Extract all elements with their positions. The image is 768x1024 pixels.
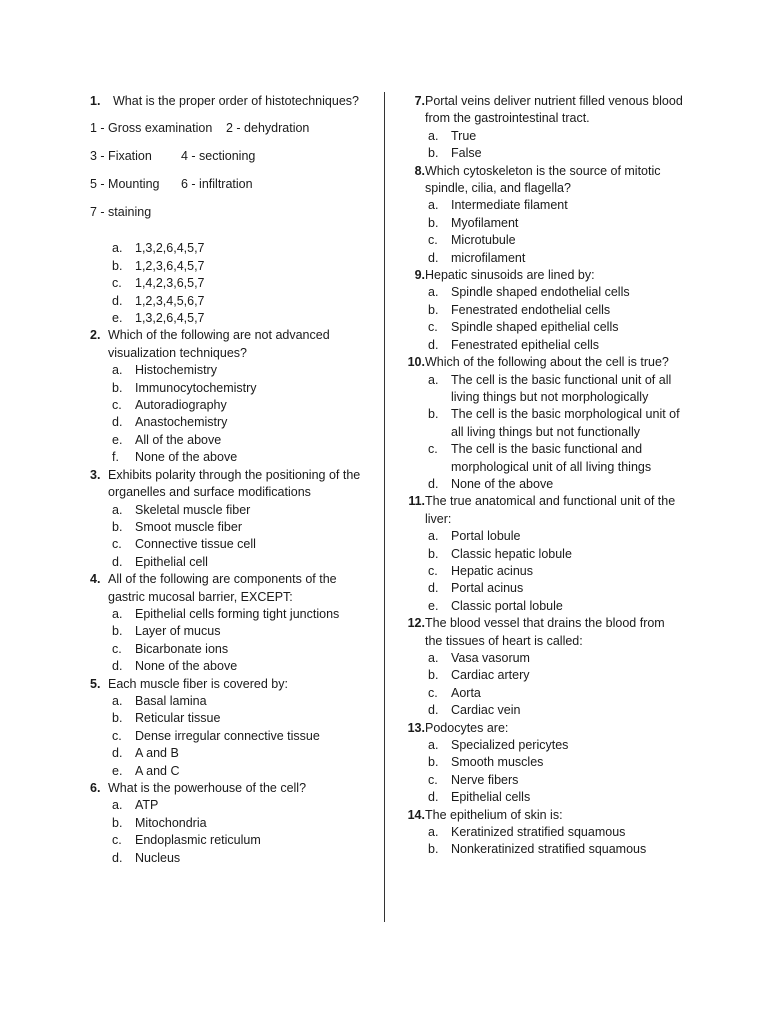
technique-item: 4 - sectioning	[181, 149, 256, 164]
question-13-head	[398, 720, 683, 737]
option[interactable]	[398, 284, 683, 301]
question-5-head	[90, 676, 370, 693]
question-7-head	[398, 93, 683, 128]
option-letter: d.	[428, 703, 439, 718]
option-text: Nucleus	[135, 850, 181, 865]
option[interactable]	[398, 232, 683, 249]
question-text: The epithelium of skin is:	[425, 807, 563, 822]
question-text: Which of the following about the cell is true?	[425, 355, 669, 370]
right-column	[398, 93, 683, 859]
option-text: False	[451, 146, 482, 161]
option-letter: a.	[428, 285, 439, 300]
question-12	[398, 615, 683, 719]
option-letter: a.	[428, 825, 439, 840]
option-text: Classic portal lobule	[451, 598, 563, 613]
option-letter: d.	[112, 415, 123, 430]
option-text: Portal lobule	[451, 529, 521, 544]
question-2	[90, 327, 370, 466]
option-text: Autoradiography	[135, 398, 227, 413]
option-text: ATP	[135, 798, 159, 813]
option-letter: b.	[428, 302, 439, 317]
option[interactable]	[90, 832, 370, 849]
option-text: Keratinized stratified squamous	[451, 825, 626, 840]
option[interactable]	[90, 623, 370, 640]
question-number: 7.	[414, 94, 425, 108]
question-8	[398, 163, 683, 267]
option-text: A and B	[135, 746, 179, 761]
question-text: Exhibits polarity through the positioning of the organelles and surface modifications	[108, 467, 361, 500]
question-text: Portal veins deliver nutrient filled venous blood from the gastrointestinal tract.	[425, 94, 683, 126]
option-letter: b.	[112, 815, 123, 830]
option-text: None of the above	[451, 476, 554, 491]
option-text: Mitochondria	[135, 815, 207, 830]
question-1	[90, 93, 370, 327]
technique-item: 5 - Mounting	[90, 177, 160, 192]
option-text: None of the above	[135, 450, 238, 465]
option-letter: a.	[428, 128, 439, 143]
option[interactable]	[90, 536, 370, 553]
left-column	[90, 93, 370, 867]
option-text: Immunocytochemistry	[135, 380, 257, 395]
question-8-head	[398, 163, 683, 198]
option-text: Bicarbonate ions	[135, 641, 229, 656]
option[interactable]	[90, 432, 370, 449]
option-text: Aorta	[451, 685, 481, 700]
question-9-head	[398, 267, 683, 284]
option[interactable]	[90, 710, 370, 727]
option[interactable]	[90, 310, 370, 327]
option[interactable]	[398, 406, 683, 441]
option-text: Smoot muscle fiber	[135, 519, 242, 534]
option[interactable]	[398, 772, 683, 789]
option-letter: c.	[428, 563, 438, 578]
technique-item: 6 - infiltration	[181, 177, 253, 192]
option[interactable]	[90, 240, 370, 257]
question-6	[90, 780, 370, 867]
option[interactable]	[398, 197, 683, 214]
option-letter: c.	[112, 728, 122, 743]
option[interactable]	[90, 745, 370, 762]
option-text: Reticular tissue	[135, 711, 221, 726]
option-text: The cell is the basic morphological unit of all living things but not functionally	[451, 407, 680, 439]
question-text: What is the proper order of histotechniques?	[113, 94, 359, 108]
technique-item: 2 - dehydration	[226, 121, 310, 136]
option-text: Nerve fibers	[451, 772, 519, 787]
option-text: Specialized pericytes	[451, 738, 569, 753]
option-text: Anastochemistry	[135, 415, 228, 430]
option-text: The cell is the basic functional and morphological unit of all living things	[451, 442, 652, 474]
option-letter: b.	[112, 519, 123, 534]
option-text: Smooth muscles	[451, 755, 544, 770]
option[interactable]	[90, 850, 370, 867]
question-number: 4.	[90, 572, 101, 587]
option-text: Epithelial cells forming tight junctions	[135, 606, 340, 621]
option-letter: e.	[112, 432, 123, 447]
question-number: 13.	[407, 720, 425, 735]
option[interactable]	[398, 598, 683, 615]
option-letter: d.	[428, 581, 439, 596]
option[interactable]	[90, 606, 370, 623]
option-letter: c.	[112, 398, 122, 413]
question-1-head	[90, 93, 370, 110]
option-letter: b.	[112, 380, 123, 395]
option-text: Fenestrated endothelial cells	[451, 302, 611, 317]
option-letter: e.	[112, 763, 123, 778]
option[interactable]	[90, 797, 370, 814]
option[interactable]	[398, 702, 683, 719]
question-number: 8.	[414, 163, 425, 178]
option-text: 1,3,2,6,4,5,7	[135, 241, 205, 256]
question-11	[398, 493, 683, 615]
option-letter: c.	[112, 833, 122, 848]
option-letter: a.	[112, 693, 123, 708]
option-letter: a.	[428, 651, 439, 665]
question-12-head	[398, 615, 683, 650]
question-number: 6.	[90, 781, 101, 795]
option-letter: a.	[428, 372, 439, 387]
option[interactable]	[398, 337, 683, 354]
option[interactable]	[90, 658, 370, 675]
option-letter: d.	[428, 790, 439, 805]
option-text: Spindle shaped epithelial cells	[451, 320, 619, 335]
option[interactable]	[90, 397, 370, 414]
option[interactable]	[398, 563, 683, 580]
option-letter: f.	[112, 450, 119, 465]
option-letter: e.	[112, 311, 123, 326]
option-letter: d.	[428, 476, 439, 491]
option-text: 1,3,2,6,4,5,7	[135, 311, 205, 326]
option[interactable]	[90, 449, 370, 466]
option-letter: b.	[428, 215, 439, 230]
option-text: Cardiac vein	[451, 703, 521, 718]
question-13	[398, 720, 683, 807]
question-text: Hepatic sinusoids are lined by:	[425, 268, 595, 283]
option[interactable]	[90, 414, 370, 431]
option[interactable]	[398, 754, 683, 771]
option-letter: b.	[428, 842, 439, 857]
question-text: The true anatomical and functional unit of the liver:	[425, 494, 676, 526]
option-text: Hepatic acinus	[451, 563, 533, 578]
technique-row	[90, 120, 370, 148]
technique-list	[90, 120, 370, 232]
option-text: True	[451, 128, 477, 143]
option-letter: a.	[112, 363, 123, 378]
question-14-head	[398, 807, 683, 824]
option[interactable]	[90, 693, 370, 710]
option[interactable]	[90, 362, 370, 379]
option-letter: a.	[428, 738, 439, 753]
option[interactable]	[398, 546, 683, 563]
question-number: 1.	[90, 94, 101, 108]
option[interactable]	[398, 685, 683, 702]
option-text: Portal acinus	[451, 581, 524, 596]
option-letter: c.	[428, 233, 438, 248]
option-text: Connective tissue cell	[135, 537, 256, 552]
option-text: Histochemistry	[135, 363, 217, 378]
option-letter: c.	[428, 772, 438, 787]
option-letter: c.	[112, 276, 122, 291]
question-text: Podocytes are:	[425, 720, 509, 735]
option[interactable]	[398, 250, 683, 267]
option-text: A and C	[135, 763, 180, 778]
option-letter: c.	[428, 320, 438, 335]
question-number: 11.	[408, 494, 425, 509]
option-letter: a.	[112, 606, 123, 621]
question-text: What is the powerhouse of the cell?	[108, 781, 307, 795]
option[interactable]	[90, 293, 370, 310]
option[interactable]	[90, 519, 370, 536]
technique-row	[90, 204, 370, 232]
option-letter: a.	[428, 529, 439, 544]
question-text: The blood vessel that drains the blood from the tissues of heart is called:	[425, 616, 665, 648]
option-letter: c.	[112, 641, 122, 656]
option-text: Endoplasmic reticulum	[135, 833, 261, 848]
option[interactable]	[398, 789, 683, 806]
option-letter: c.	[112, 537, 122, 552]
option[interactable]	[90, 728, 370, 745]
technique-item: 1 - Gross examination	[90, 121, 213, 136]
question-number: 12.	[407, 616, 425, 631]
option-letter: d.	[112, 659, 123, 674]
question-text: Which cytoskeleton is the source of mitotic spindle, cilia, and flagella?	[425, 163, 661, 196]
option-text: Spindle shaped endothelial cells	[451, 285, 630, 300]
option-letter: d.	[428, 250, 439, 265]
option[interactable]	[398, 824, 683, 841]
option-text: 1,4,2,3,6,5,7	[135, 276, 205, 291]
option[interactable]	[398, 319, 683, 336]
question-number: 10.	[407, 355, 425, 370]
option-letter: a.	[112, 798, 123, 813]
option-letter: a.	[428, 198, 439, 213]
question-text: Which of the following are not advanced visualization techniques?	[108, 328, 330, 360]
option-letter: b.	[112, 258, 123, 273]
question-2-head	[90, 327, 370, 362]
option-letter: b.	[428, 407, 439, 422]
question-7	[398, 93, 683, 163]
option-text: Skeletal muscle fiber	[135, 502, 251, 517]
question-number: 9.	[414, 268, 425, 283]
question-number: 14.	[407, 807, 425, 822]
option-text: The cell is the basic functional unit of all living things but not morphologically	[451, 372, 672, 404]
question-10-head	[398, 354, 683, 371]
option[interactable]	[90, 815, 370, 832]
option-text: Dense irregular connective tissue	[135, 728, 320, 743]
question-11-head	[398, 493, 683, 528]
question-3-head	[90, 467, 370, 502]
option-letter: d.	[112, 554, 123, 569]
option-letter: e.	[428, 598, 439, 613]
option[interactable]	[398, 476, 683, 493]
option[interactable]	[398, 215, 683, 232]
column-divider	[384, 92, 385, 922]
option-text: Epithelial cells	[451, 790, 531, 805]
option-text: Cardiac artery	[451, 668, 530, 683]
question-6-head	[90, 780, 370, 797]
question-14	[398, 807, 683, 859]
option[interactable]	[398, 128, 683, 145]
question-number: 3.	[90, 467, 101, 482]
option-letter: b.	[428, 146, 439, 161]
option[interactable]	[398, 650, 683, 667]
option[interactable]	[398, 302, 683, 319]
option-text: Layer of mucus	[135, 624, 221, 639]
technique-item: 3 - Fixation	[90, 149, 152, 164]
option[interactable]	[90, 275, 370, 292]
question-9	[398, 267, 683, 354]
option-letter: a.	[112, 502, 123, 517]
question-4	[90, 571, 370, 675]
technique-row	[90, 148, 370, 176]
technique-row	[90, 176, 370, 204]
technique-item: 7 - staining	[90, 205, 152, 220]
option-text: Basal lamina	[135, 693, 207, 708]
option-letter: b.	[428, 755, 439, 770]
question-text: All of the following are components of the gastric mucosal barrier, EXCEPT:	[108, 572, 337, 604]
option-text: Vasa vasorum	[451, 651, 530, 665]
option-letter: b.	[428, 546, 439, 561]
question-text: Each muscle fiber is covered by:	[108, 676, 288, 691]
question-4-head	[90, 571, 370, 606]
option-letter: c.	[428, 442, 438, 457]
option-text: All of the above	[135, 432, 222, 447]
option[interactable]	[398, 528, 683, 545]
option-text: Intermediate filament	[451, 198, 568, 213]
option-letter: d.	[428, 337, 439, 352]
option-letter: b.	[112, 711, 123, 726]
option-text: 1,2,3,6,4,5,7	[135, 258, 205, 273]
option-text: Nonkeratinized stratified squamous	[451, 842, 647, 857]
option[interactable]	[398, 145, 683, 162]
question-5	[90, 676, 370, 780]
option-letter: c.	[428, 685, 438, 700]
option-text: Myofilament	[451, 215, 519, 230]
option-letter: d.	[112, 850, 123, 865]
option-letter: d.	[112, 293, 123, 308]
option[interactable]	[90, 258, 370, 275]
option-text: Fenestrated epithelial cells	[451, 337, 599, 352]
option[interactable]	[90, 641, 370, 658]
options-list	[90, 240, 370, 327]
question-number: 2.	[90, 328, 101, 343]
option[interactable]	[398, 737, 683, 754]
option[interactable]	[398, 667, 683, 684]
option-letter: b.	[112, 624, 123, 639]
option[interactable]	[398, 441, 683, 476]
option-letter: b.	[428, 668, 439, 683]
option[interactable]	[90, 554, 370, 571]
question-number: 5.	[90, 676, 101, 691]
option[interactable]	[398, 372, 683, 407]
option-text: None of the above	[135, 659, 238, 674]
option-text: Epithelial cell	[135, 554, 208, 569]
option-text: 1,2,3,4,5,6,7	[135, 293, 205, 308]
option-text: Microtubule	[451, 233, 516, 248]
option[interactable]	[90, 380, 370, 397]
option[interactable]	[398, 841, 683, 858]
option[interactable]	[90, 763, 370, 780]
option[interactable]	[90, 502, 370, 519]
question-10	[398, 354, 683, 493]
option[interactable]	[398, 580, 683, 597]
option-text: microfilament	[451, 250, 526, 265]
option-text: Classic hepatic lobule	[451, 546, 572, 561]
option-letter: a.	[112, 241, 123, 256]
option-letter: d.	[112, 746, 123, 761]
question-3	[90, 467, 370, 571]
